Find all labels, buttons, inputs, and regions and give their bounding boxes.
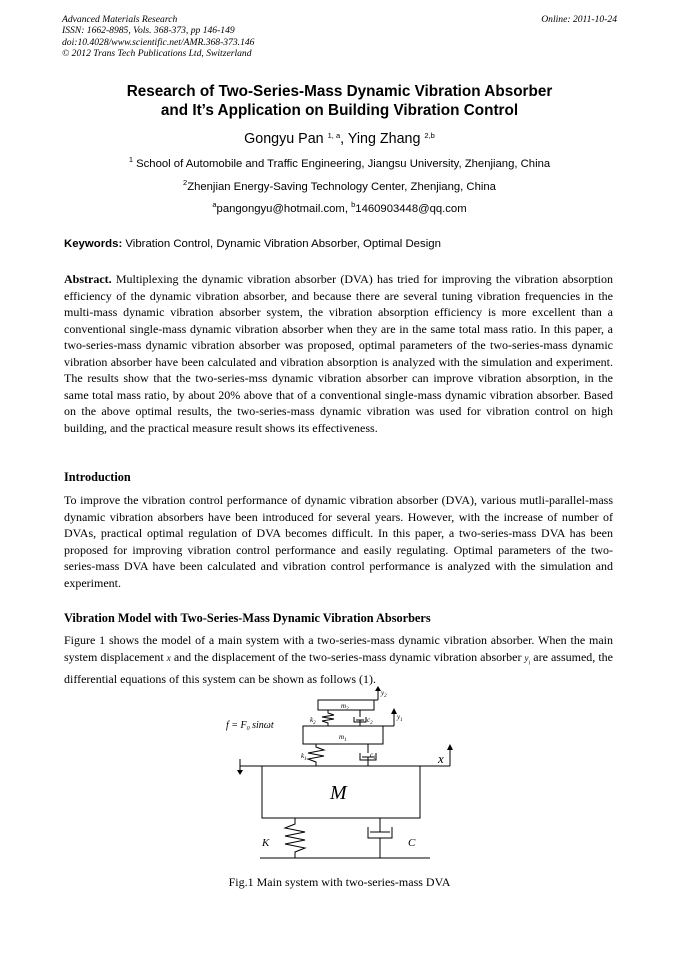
figure-1 [200, 686, 500, 876]
damper-C-label: C [408, 837, 416, 849]
title-line-1: Research of Two-Series-Mass Dynamic Vibration Absorber [126, 83, 553, 100]
k2-label: $k_2$ [310, 716, 316, 726]
spring-k2 [322, 710, 334, 726]
author-1: Gongyu Pan [244, 131, 324, 147]
journal-name: Advanced Materials Research [62, 14, 178, 25]
y1-label: $y_1$ [397, 713, 403, 723]
x-arrow-head [447, 744, 453, 750]
var-y: y [524, 652, 529, 663]
c1-label: $c_1$ [370, 751, 376, 761]
var-x: x [166, 652, 171, 663]
author-2: Ying Zhang [347, 131, 421, 147]
author-2-affil: 2,b [424, 131, 435, 140]
author-1-affil: 1, a [327, 131, 341, 140]
main-spring-K [285, 818, 305, 858]
x-displacement-label: x [438, 751, 444, 766]
abstract [64, 271, 613, 436]
k1-label: $k_1$ [301, 752, 307, 762]
email-b-mark: b [351, 200, 356, 209]
keywords [64, 237, 616, 251]
author-list [62, 130, 617, 148]
model-heading: Vibration Model with Two-Series-Mass Dynamic Vibration Absorbers [64, 611, 431, 625]
affiliation-2 [62, 180, 617, 194]
spring-k1 [308, 744, 324, 766]
var-y-sub: i [528, 659, 531, 666]
spring-K-label: K [262, 837, 270, 849]
model-body [64, 632, 613, 688]
figure-1-caption: Fig.1 Main system with two-series-mass DVA [228, 875, 451, 889]
keywords-label: Keywords: [64, 238, 123, 250]
abstract-text: Multiplexing the dynamic vibration absorber (DVA) has tried for improving the vibration absorption efficiency of the dynamic vibration absorber, and because there are several tuning vibration frequencies in the multi-mass dynamic vibration absorber system, the vibration absorption efficiency is more excellent than a conventional single-mass dynamic vibration absorber when they are in the same total mass ratio. In this paper, a two-series-mass dynamic vibration absorber was proposed, optimal parameters of the two-series-mass dynamic vibration absorber have been calculated and vibration absorption is analyzed with the simulation and experiment. The results show that the two-series-mss dynamic vibration absorber can improve vibration absorption, in the same total mass ratio, by about 20% above that of a conventional single-mass dynamic vibration absorber. Based on the above optimal results, the two-series-mass dynamic vibration was used for vibration control on high building, and the practical measure result shows its effectiveness. [64, 272, 613, 435]
keywords-text: Vibration Control, Dynamic Vibration Absorber, Optimal Design [122, 238, 441, 250]
copyright-line: © 2012 Trans Tech Publications Ltd, Switzerland [62, 48, 252, 60]
affiliation-1-mark: 1 [128, 155, 133, 164]
doi-line[interactable]: doi:10.4028/www.scientific.net/AMR.368-373.146 [62, 36, 255, 48]
paper-title [62, 82, 617, 120]
issn-line: ISSN: 1662-8985, Vols. 368-373, pp 146-149 [62, 25, 235, 37]
email-b[interactable]: 1460903448@qq.com [355, 203, 467, 215]
c2-label: $c_2$ [367, 716, 373, 726]
abstract-label: Abstract. [64, 272, 112, 286]
online-date: Online: 2011-10-24 [541, 14, 617, 25]
m1-label: $m_1$ [339, 733, 347, 743]
introduction-body: To improve the vibration control performance of dynamic vibration absorber (DVA), various mutli-parallel-mass dynamic vibration absorbers have been introduced for several years. However, with the increase of number of DVAs, practical optimal regulation of DVA becomes difficult. In this paper, a two-series-mass DVA has been proposed for improving vibration control performance and easily regulating. Optimal parameters of the two-series-mass DVA have been calculated and vibration control performance is analyzed with the simulation and experiment. [64, 493, 613, 590]
affiliation-2-mark: 2 [183, 178, 188, 187]
affiliation-1-text: School of Automobile and Traffic Engineering, Jiangsu University, Zhenjiang, China [132, 158, 551, 170]
email-a[interactable]: pangongyu@hotmail.com, [216, 203, 352, 215]
journal-header [62, 14, 617, 60]
model-text-2: and the displacement of the two-series-mass dynamic vibration absorber [170, 649, 525, 664]
force-arrow-head [237, 770, 243, 775]
mass-M-label: M [330, 782, 347, 804]
force-label: $f = F_0$ sinωt [226, 720, 274, 732]
author-separator: , [340, 131, 348, 147]
introduction-heading: Introduction [64, 470, 131, 484]
y2-label: $y_2$ [381, 689, 387, 699]
author-emails [62, 202, 617, 216]
vibration-model-diagram [200, 686, 500, 876]
email-a-mark: a [212, 200, 217, 209]
affiliation-1 [62, 157, 617, 171]
affiliation-2-text: Zhenjian Energy-Saving Technology Center, Zhenjiang, China [187, 181, 496, 193]
title-line-2: and It’s Application on Building Vibration Control [160, 102, 519, 119]
model-text-1: Figure 1 shows the model of a main system with a two-series-mass dynamic vibration absorber. When the main system displacement [64, 633, 613, 664]
m2-label: $m_2$ [341, 702, 349, 712]
model-text-3: are assumed, the differential equations of this system can be shown as follows (1). [64, 649, 613, 687]
